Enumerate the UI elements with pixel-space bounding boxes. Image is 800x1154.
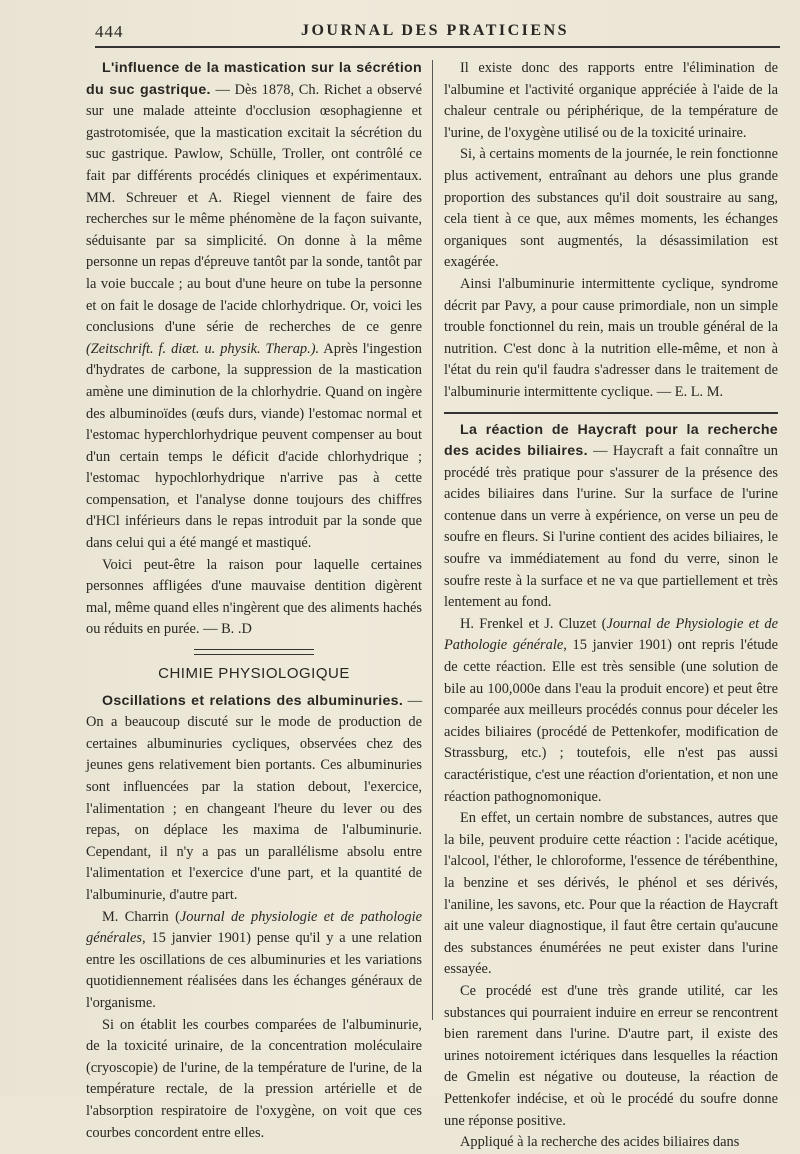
article-title-mastication: L'influence de la mastication sur la sécrétion du suc gastrique. xyxy=(86,60,422,98)
journal-citation: (Zeitschrift. f. diæt. u. physik. Therap.). xyxy=(86,340,320,357)
paragraph-text: M. Charrin ( xyxy=(102,908,180,925)
article-paragraph: Il existe donc des rapports entre l'élimination de l'albumine et l'activité organique appréciée à l'aide de la chaleur centrale ou périphérique, de la température de l'urine, de l'oxygène utilisé ou de la toxicité urinaire. xyxy=(444,60,778,141)
page-header xyxy=(95,18,775,48)
article-paragraph: En effet, un certain nombre de substances, autres que la bile, peuvent produire cette réaction : l'acide acétique, l'alcool, l'éther, le chloroforme, l'essence de térébenthine, la benzine et ses dérivés, le phénol et ses dérivés, l'aniline, les savons, etc. Pour que la réaction de Haycraft ait une valeur diagnostique, il faut être certain qu'aucune des substances énumérées ne peut exister dans l'urine essayée. xyxy=(444,810,778,978)
article-paragraph xyxy=(86,907,422,1015)
article-paragraph xyxy=(444,614,778,808)
article-body: — Haycraft a fait connaître un procédé très pratique pour s'assurer de la présence des acides biliaires dans l'urine. Sur la surface de l'urine contenue dans un verre à expérience, on verse un peu de soufre en fleurs. Si l'urine contient des acides biliaires, le soufre va immédiatement au fond du verre, sinon le soufre reste à la surface et ne va que partiellement et très lentement au fond. xyxy=(444,443,778,611)
journal-citation: Journal de Physiologie et de Pathologie générale xyxy=(444,615,778,654)
section-heading: CHIMIE PHYSIOLOGIQUE xyxy=(158,665,350,683)
paragraph-text: H. Frenkel et J. Cluzet ( xyxy=(460,615,607,632)
article-paragraph: Ainsi l'albuminurie intermittente cyclique, syndrome décrit par Pavy, a pour cause primordiale, non un simple trouble fonctionnel du rein, mais un trouble général de la nutrition. C'est donc à la nutrition elle-même, et non à l'état du rein qu'il faudra s'adresser dans le traitement de l'albuminurie intermittente cyclique. — E. L. M. xyxy=(444,275,778,400)
article-paragraph: Si on établit les courbes comparées de l'albuminurie, de la toxicité urinaire, de la concentration moléculaire (cryoscopie) de l'urine, de la température de l'urine, de la température rectale, de la pression artérielle et de l'absorption respiratoire de l'oxygène, on voit que ces courbes concordent entre elles. xyxy=(86,1016,422,1141)
article-separator xyxy=(444,412,778,414)
article-title-oscillations: Oscillations et relations des albuminuries. xyxy=(102,692,404,709)
article-body: — On a beaucoup discuté sur le mode de production de certaines albuminuries cycliques, observées chez des jeunes gens relativement bien portants. Ces albuminuries sont influencées par la station debout, l'exercice, l'alimentation ; en changeant l'heure du lever ou des repas, on déplace les maxima de l'albuminurie. Cependant, il n'y a pas un parallélisme absolu entre l'alimentation et l'exercice d'une part, et la quantité de l'albuminurie, d'autre part. xyxy=(86,692,422,903)
page-number: 444 xyxy=(95,22,124,41)
left-column xyxy=(86,58,422,1144)
article-body: — Dès 1878, Ch. Richet a observé sur une malade atteinte d'occlusion œsophagienne et gastrotomisée, que la mastication excitait la sécrétion du suc gastrique. Pawlow, Schülle, Troller, ont contrôlé ce fait par différents procédés cliniques et expérimentaux. MM. Schreuer et A. Riegel viennent de faire des recherches sur le même phénomène de la façon suivante, séduisante par sa simplicité. On donne à la même personne un repas d'épreuve tantôt par la sonde, tantôt par la voie buccale ; au bout d'une heure on tube la personne et on fait le dosage de l'acide chlorhydrique. Or, voici les conclusions d'une série de recherches de ce genre xyxy=(86,81,422,336)
column-divider xyxy=(432,60,433,1020)
article-paragraph: Voici peut-être la raison pour laquelle certaines personnes affligées d'une mauvaise dentition digèrent mal, même quand elles n'ingèrent que des aliments hachés ou réduits en purée. — B. .D xyxy=(86,556,422,638)
journal-citation: Journal de physiologie et de pathologie générales xyxy=(86,908,422,947)
article-oscillations xyxy=(86,691,422,907)
paragraph-text: , 15 janvier 1901) pense qu'il y a une relation entre les oscillations de ces albuminuries et les variations quotidiennement réalisées dans les échanges généraux de l'organisme. xyxy=(86,930,422,1011)
header-rule xyxy=(95,46,780,48)
article-mastication xyxy=(86,58,422,555)
article-paragraph: Si, à certains moments de la journée, le rein fonctionne plus activement, entraînant au dehors une plus grande proportion des substances qu'il doit soustraire au sang, cela tient à ce que, aux mêmes moments, les échanges organiques sont augmentés, la désassimilation est exagérée. xyxy=(444,146,778,271)
article-paragraph: Ce procédé est d'une très grande utilité, car les substances qui pourraient induire en erreur se rencontrent bien rarement dans l'urine. D'autre part, il existe des urines notoirement ictériques dans lesquelles la réaction de Gmelin est négative ou douteuse, la réaction de Pettenkofer indécise, et où le procédé du soufre donne une réponse positive. xyxy=(444,982,778,1129)
journal-title: JOURNAL DES PRATICIENS xyxy=(300,22,570,39)
right-column xyxy=(444,58,778,1154)
article-title-haycraft: La réaction de Haycraft pour la recherche des acides biliaires. xyxy=(444,421,778,460)
section-divider xyxy=(194,649,314,655)
article-paragraph: Appliqué à la recherche des acides biliaires dans xyxy=(460,1134,740,1151)
article-haycraft xyxy=(444,420,778,614)
paragraph-text: , 15 janvier 1901) ont repris l'étude de cette réaction. Elle est très sensible (une solution de bile au 100,000e dans l'eau la produit encore) et peut être comparée aux meilleurs procédés connus pour déceler les acides biliaires (procédé de Pettenkofer, modification de Strassburg, etc.) ; toutefois, elle n'est pas aussi caractéristique, c'est une réaction d'orientation, et non une réaction pathognomonique. xyxy=(444,637,779,805)
article-body: Après l'ingestion d'hydrates de carbone, la suppression de la mastication amène une diminution de la chlorhydrie. Quand on ingère des albuminoïdes (œufs durs, viande) l'estomac normal et l'estomac hyperchlorhydrique peuvent compenser au bout d'un certain temps le déficit d'acide chlorhydrique ; l'estomac hypochlorhydrique n'arrive pas à cette compensation, et l'analyse donne toujours des chiffres d'HCl inférieurs dans le repas introduit par la sonde que dans celui qui a été mangé et mastiqué. xyxy=(86,340,422,552)
